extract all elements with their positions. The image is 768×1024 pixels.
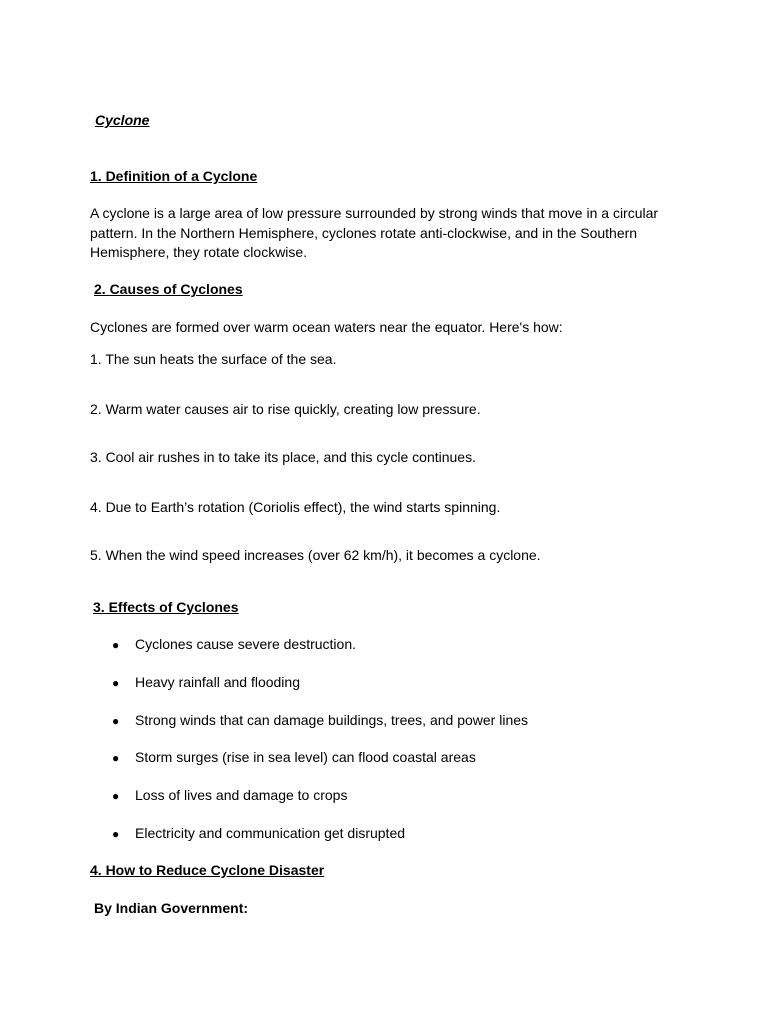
section-heading-effects: 3. Effects of Cyclones <box>93 599 239 615</box>
bullet-icon: ● <box>112 827 120 841</box>
causes-intro: Cyclones are formed over warm ocean waters near the equator. Here's how: <box>90 319 563 335</box>
section-heading-reduce: 4. How to Reduce Cyclone Disaster <box>90 862 325 878</box>
bullet-icon: ● <box>112 714 120 728</box>
effect-item-text: Electricity and communication get disrupted <box>135 825 406 841</box>
list-item <box>112 748 476 768</box>
bullet-icon: ● <box>112 751 120 765</box>
bullet-icon: ● <box>112 789 120 803</box>
cause-step: 4. Due to Earth’s rotation (Coriolis effect), the wind starts spinning. <box>90 499 501 515</box>
effect-item-text: Loss of lives and damage to crops <box>135 787 348 803</box>
cause-step: 3. Cool air rushes in to take its place, and this cycle continues. <box>90 449 476 465</box>
section-heading-definition: 1. Definition of a Cyclone <box>90 168 258 184</box>
effect-item-text: Storm surges (rise in sea level) can flood coastal areas <box>135 749 476 765</box>
effect-item-text: Cyclones cause severe destruction. <box>135 636 356 652</box>
list-item <box>112 824 405 844</box>
section-heading-causes: 2. Causes of Cyclones <box>94 281 243 297</box>
list-item <box>112 786 347 806</box>
list-item <box>112 673 300 693</box>
bullet-icon: ● <box>112 638 120 652</box>
list-item <box>112 635 356 655</box>
cause-step: 2. Warm water causes air to rise quickly, creating low pressure. <box>90 401 481 417</box>
effect-item-text: Strong winds that can damage buildings, trees, and power lines <box>135 712 529 728</box>
effect-item-text: Heavy rainfall and flooding <box>135 674 300 690</box>
list-item <box>112 711 528 731</box>
cause-step: 1. The sun heats the surface of the sea. <box>90 351 337 367</box>
subheading-indian-government: By Indian Government: <box>94 900 249 916</box>
cause-step: 5. When the wind speed increases (over 62 km/h), it becomes a cyclone. <box>90 547 541 563</box>
definition-paragraph: A cyclone is a large area of low pressure surrounded by strong winds that move in a circular pattern. In the Northern Hemisphere, cyclones rotate anti-clockwise, and in the Southern Hemisphere, they rotate clockwise. <box>90 205 659 260</box>
bullet-icon: ● <box>112 676 120 690</box>
document-title: Cyclone <box>95 112 150 128</box>
